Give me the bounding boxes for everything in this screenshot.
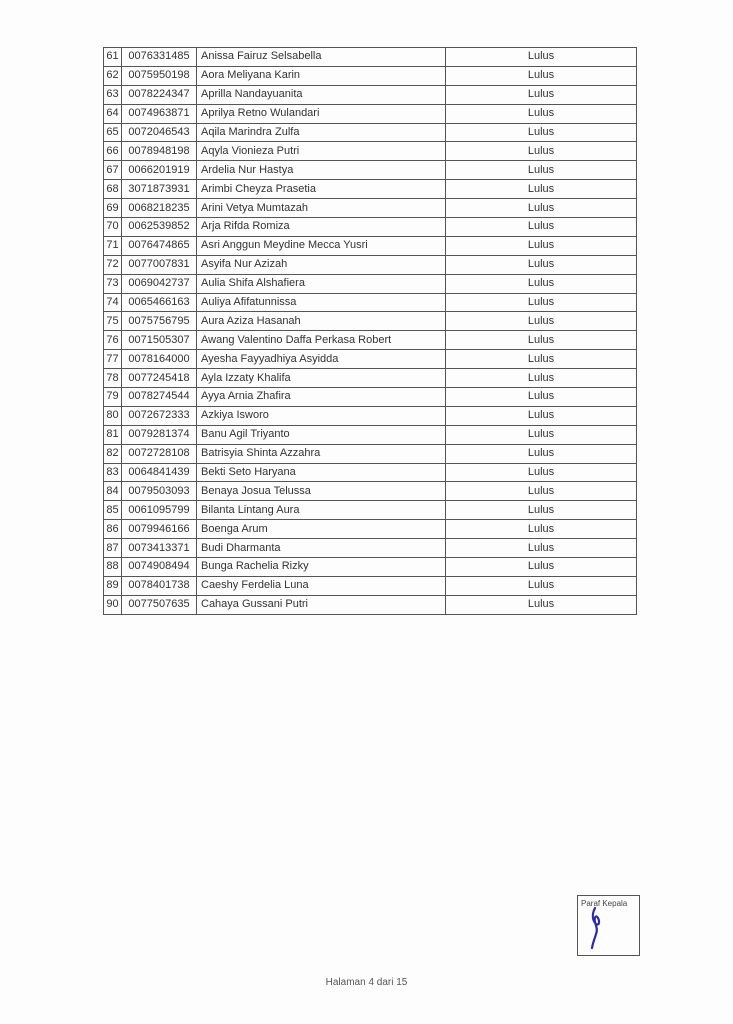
nisn-cell: 0078401738 xyxy=(122,576,197,595)
student-name-cell: Budi Dharmanta xyxy=(197,539,446,558)
row-number: 81 xyxy=(104,425,122,444)
nisn-cell: 0077245418 xyxy=(122,369,197,388)
row-number: 67 xyxy=(104,161,122,180)
row-number: 65 xyxy=(104,123,122,142)
table-row xyxy=(104,595,637,614)
status-cell: Lulus xyxy=(446,388,637,407)
status-cell: Lulus xyxy=(446,463,637,482)
nisn-cell: 0068218235 xyxy=(122,199,197,218)
table-row xyxy=(104,199,637,218)
row-number: 70 xyxy=(104,218,122,237)
page-number: Halaman 4 dari 15 xyxy=(325,977,408,988)
status-cell: Lulus xyxy=(446,255,637,274)
row-number: 90 xyxy=(104,595,122,614)
student-name-cell: Boenga Arum xyxy=(197,520,446,539)
status-cell: Lulus xyxy=(446,236,637,255)
student-name-cell: Bekti Seto Haryana xyxy=(197,463,446,482)
row-number: 83 xyxy=(104,463,122,482)
student-name-cell: Arja Rifda Romiza xyxy=(197,218,446,237)
table-row xyxy=(104,406,637,425)
status-cell: Lulus xyxy=(446,482,637,501)
row-number: 75 xyxy=(104,312,122,331)
student-name-cell: Aqyla Vionieza Putri xyxy=(197,142,446,161)
row-number: 62 xyxy=(104,66,122,85)
status-cell: Lulus xyxy=(446,369,637,388)
row-number: 63 xyxy=(104,85,122,104)
table-row xyxy=(104,66,637,85)
nisn-cell: 0078164000 xyxy=(122,350,197,369)
nisn-cell: 0079281374 xyxy=(122,425,197,444)
status-cell: Lulus xyxy=(446,293,637,312)
status-cell: Lulus xyxy=(446,558,637,577)
nisn-cell: 0071505307 xyxy=(122,331,197,350)
status-cell: Lulus xyxy=(446,539,637,558)
status-cell: Lulus xyxy=(446,406,637,425)
row-number: 68 xyxy=(104,180,122,199)
student-results-table xyxy=(103,47,637,615)
row-number: 73 xyxy=(104,274,122,293)
student-name-cell: Aqila Marindra Zulfa xyxy=(197,123,446,142)
table-row xyxy=(104,350,637,369)
row-number: 77 xyxy=(104,350,122,369)
status-cell: Lulus xyxy=(446,425,637,444)
table-row xyxy=(104,331,637,350)
table-row xyxy=(104,539,637,558)
nisn-cell: 0077507635 xyxy=(122,595,197,614)
nisn-cell: 0075756795 xyxy=(122,312,197,331)
status-cell: Lulus xyxy=(446,520,637,539)
student-name-cell: Aprilla Nandayuanita xyxy=(197,85,446,104)
initials-box xyxy=(577,895,640,956)
nisn-cell: 0077007831 xyxy=(122,255,197,274)
student-name-cell: Arimbi Cheyza Prasetia xyxy=(197,180,446,199)
status-cell: Lulus xyxy=(446,218,637,237)
table-row xyxy=(104,123,637,142)
status-cell: Lulus xyxy=(446,66,637,85)
table-row xyxy=(104,576,637,595)
nisn-cell: 0076331485 xyxy=(122,48,197,67)
nisn-cell: 0075950198 xyxy=(122,66,197,85)
row-number: 88 xyxy=(104,558,122,577)
table-row xyxy=(104,161,637,180)
student-name-cell: Awang Valentino Daffa Perkasa Robert xyxy=(197,331,446,350)
student-name-cell: Cahaya Gussani Putri xyxy=(197,595,446,614)
row-number: 89 xyxy=(104,576,122,595)
row-number: 82 xyxy=(104,444,122,463)
status-cell: Lulus xyxy=(446,161,637,180)
nisn-cell: 0079946166 xyxy=(122,520,197,539)
table-row xyxy=(104,501,637,520)
student-name-cell: Batrisyia Shinta Azzahra xyxy=(197,444,446,463)
row-number: 84 xyxy=(104,482,122,501)
nisn-cell: 0061095799 xyxy=(122,501,197,520)
status-cell: Lulus xyxy=(446,48,637,67)
table-row xyxy=(104,463,637,482)
student-name-cell: Aprilya Retno Wulandari xyxy=(197,104,446,123)
student-name-cell: Bilanta Lintang Aura xyxy=(197,501,446,520)
status-cell: Lulus xyxy=(446,104,637,123)
student-name-cell: Caeshy Ferdelia Luna xyxy=(197,576,446,595)
status-cell: Lulus xyxy=(446,274,637,293)
student-name-cell: Arini Vetya Mumtazah xyxy=(197,199,446,218)
student-name-cell: Anissa Fairuz Selsabella xyxy=(197,48,446,67)
nisn-cell: 0079503093 xyxy=(122,482,197,501)
row-number: 79 xyxy=(104,388,122,407)
table-row xyxy=(104,236,637,255)
row-number: 72 xyxy=(104,255,122,274)
student-name-cell: Ayla Izzaty Khalifa xyxy=(197,369,446,388)
status-cell: Lulus xyxy=(446,312,637,331)
row-number: 80 xyxy=(104,406,122,425)
table-row xyxy=(104,48,637,67)
table-row xyxy=(104,180,637,199)
nisn-cell: 0072728108 xyxy=(122,444,197,463)
table-row xyxy=(104,558,637,577)
table-row xyxy=(104,274,637,293)
row-number: 78 xyxy=(104,369,122,388)
status-cell: Lulus xyxy=(446,142,637,161)
handwritten-initial-signature xyxy=(586,904,616,952)
nisn-cell: 0065466163 xyxy=(122,293,197,312)
row-number: 76 xyxy=(104,331,122,350)
row-number: 87 xyxy=(104,539,122,558)
student-name-cell: Ayesha Fayyadhiya Asyidda xyxy=(197,350,446,369)
table-row xyxy=(104,369,637,388)
student-name-cell: Ayya Arnia Zhafira xyxy=(197,388,446,407)
nisn-cell: 0072046543 xyxy=(122,123,197,142)
status-cell: Lulus xyxy=(446,331,637,350)
table-row xyxy=(104,388,637,407)
table-row xyxy=(104,312,637,331)
student-name-cell: Auliya Afifatunnissa xyxy=(197,293,446,312)
student-name-cell: Ardelia Nur Hastya xyxy=(197,161,446,180)
initials-label: Paraf Kepala xyxy=(581,899,628,908)
status-cell: Lulus xyxy=(446,444,637,463)
row-number: 66 xyxy=(104,142,122,161)
nisn-cell: 0073413371 xyxy=(122,539,197,558)
table-row xyxy=(104,482,637,501)
student-name-cell: Aora Meliyana Karin xyxy=(197,66,446,85)
row-number: 71 xyxy=(104,236,122,255)
student-name-cell: Banu Agil Triyanto xyxy=(197,425,446,444)
student-name-cell: Bunga Rachelia Rizky xyxy=(197,558,446,577)
student-name-cell: Azkiya Isworo xyxy=(197,406,446,425)
status-cell: Lulus xyxy=(446,199,637,218)
nisn-cell: 0064841439 xyxy=(122,463,197,482)
student-name-cell: Aulia Shifa Alshafiera xyxy=(197,274,446,293)
table-row xyxy=(104,425,637,444)
table-row xyxy=(104,255,637,274)
nisn-cell: 3071873931 xyxy=(122,180,197,199)
status-cell: Lulus xyxy=(446,576,637,595)
status-cell: Lulus xyxy=(446,123,637,142)
table-row xyxy=(104,104,637,123)
status-cell: Lulus xyxy=(446,595,637,614)
table-body xyxy=(104,48,637,615)
row-number: 69 xyxy=(104,199,122,218)
nisn-cell: 0072672333 xyxy=(122,406,197,425)
nisn-cell: 0074963871 xyxy=(122,104,197,123)
student-name-cell: Benaya Josua Telussa xyxy=(197,482,446,501)
student-name-cell: Asyifa Nur Azizah xyxy=(197,255,446,274)
nisn-cell: 0076474865 xyxy=(122,236,197,255)
student-name-cell: Asri Anggun Meydine Mecca Yusri xyxy=(197,236,446,255)
table-row xyxy=(104,520,637,539)
table-row xyxy=(104,218,637,237)
status-cell: Lulus xyxy=(446,350,637,369)
status-cell: Lulus xyxy=(446,85,637,104)
nisn-cell: 0069042737 xyxy=(122,274,197,293)
nisn-cell: 0062539852 xyxy=(122,218,197,237)
row-number: 85 xyxy=(104,501,122,520)
nisn-cell: 0078274544 xyxy=(122,388,197,407)
row-number: 64 xyxy=(104,104,122,123)
nisn-cell: 0078224347 xyxy=(122,85,197,104)
table-row xyxy=(104,85,637,104)
student-name-cell: Aura Aziza Hasanah xyxy=(197,312,446,331)
table-row xyxy=(104,293,637,312)
row-number: 86 xyxy=(104,520,122,539)
status-cell: Lulus xyxy=(446,180,637,199)
row-number: 74 xyxy=(104,293,122,312)
table-row xyxy=(104,142,637,161)
status-cell: Lulus xyxy=(446,501,637,520)
row-number: 61 xyxy=(104,48,122,67)
nisn-cell: 0066201919 xyxy=(122,161,197,180)
table-row xyxy=(104,444,637,463)
nisn-cell: 0078948198 xyxy=(122,142,197,161)
nisn-cell: 0074908494 xyxy=(122,558,197,577)
